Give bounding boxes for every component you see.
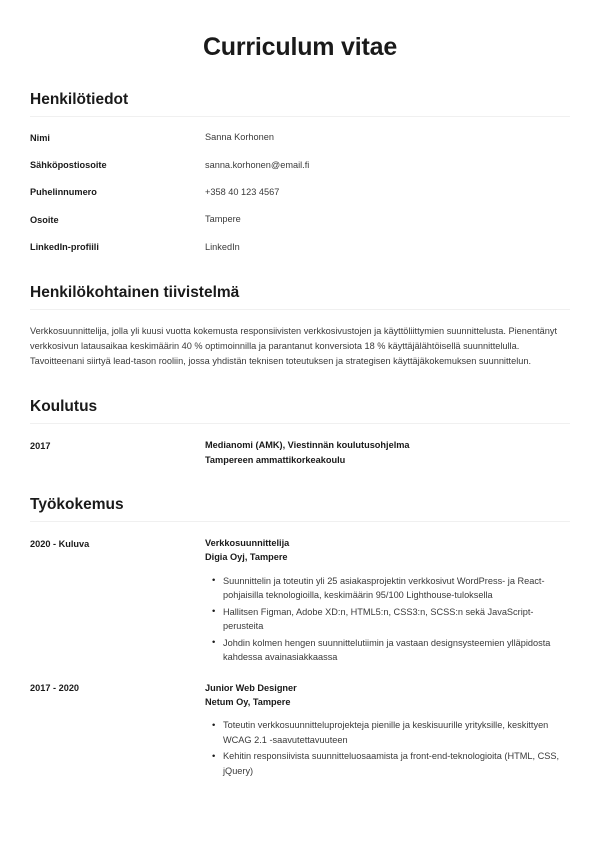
experience-entry xyxy=(30,681,570,779)
detail-row-address xyxy=(30,213,570,227)
experience-entry xyxy=(30,536,570,665)
education-entry-date: 2017 xyxy=(30,440,51,451)
section-heading-experience: Työkokemus xyxy=(30,495,124,513)
list-item: • Kehitin responsiivista suunnitteluosaamista ja front-end-teknologioita (HTML, CSS, jQuery) xyxy=(223,749,570,778)
list-item: • Toteutin verkkosuunnitteluprojekteja pienille ja keskisuurille yrityksille, keskittyen WCAG 2.1 -saavutettavuuteen xyxy=(223,718,570,747)
experience-entry-body xyxy=(205,681,570,779)
detail-value-phone: +358 40 123 4567 xyxy=(205,186,280,197)
detail-value-linkedin[interactable]: LinkedIn xyxy=(205,241,240,252)
section-divider xyxy=(30,116,570,117)
section-divider xyxy=(30,423,570,424)
list-item: • Hallitsen Figman, Adobe XD:n, HTML5:n, CSS3:n, SCSS:n sekä JavaScript-perusteita xyxy=(223,605,570,634)
experience-entry-employer: Netum Oy, Tampere xyxy=(205,697,291,708)
list-item: • Johdin kolmen hengen suunnittelutiimin ja vastaan designsysteemien ylläpidosta kahdessa avainasiakkaassa xyxy=(223,636,570,665)
detail-label-email: Sähköpostiosoite xyxy=(30,160,107,171)
experience-entry-bullets xyxy=(205,574,570,665)
section-education xyxy=(30,397,570,467)
section-experience xyxy=(30,495,570,779)
detail-label-address: Osoite xyxy=(30,214,59,225)
section-divider xyxy=(30,309,570,310)
detail-label-name: Nimi xyxy=(30,132,50,143)
detail-row-phone xyxy=(30,186,570,200)
education-entry-degree: Medianomi (AMK), Viestinnän koulutusohjelma xyxy=(205,440,410,451)
section-divider xyxy=(30,521,570,522)
detail-label-phone: Puhelinnumero xyxy=(30,187,97,198)
summary-text: Verkkosuunnittelija, jolla yli kuusi vuotta kokemusta responsiivisten verkkosivustojen ja käyttöliittymien suunnittelusta. Pienentänyt verkkosivun latausaikaa keskimäärin 40 % optimoinnilla ja parantanut konversiota 18 % käyttäjälähtöisellä suunnittelulla. Tavoitteenani siirtyä lead-tason rooliin, jossa yhdistän teknisen toteutuksen ja strategisen käyttäjäkokemuksen suunnittelun. xyxy=(30,326,558,367)
list-item: • Suunnittelin ja toteutin yli 25 asiakasprojektin verkkosivut WordPress- ja React-pohjaisilla teknologioilla, keskimäärin 95/100 Lighthouse-tuloksella xyxy=(223,574,570,603)
education-entry-institution: Tampereen ammattikorkeakoulu xyxy=(205,454,346,465)
experience-entry-role: Junior Web Designer xyxy=(205,682,297,693)
page-title: Curriculum vitae xyxy=(202,33,398,61)
section-summary xyxy=(30,283,570,369)
experience-entry-bullets xyxy=(205,718,570,778)
detail-row-name xyxy=(30,131,570,145)
detail-row-linkedin xyxy=(30,241,570,255)
detail-value-email: sanna.korhonen@email.fi xyxy=(205,159,310,170)
education-entry-body xyxy=(205,438,570,467)
section-heading-summary: Henkilökohtainen tiivistelmä xyxy=(30,283,240,301)
detail-value-address: Tampere xyxy=(205,214,241,225)
experience-entry-body xyxy=(205,536,570,665)
section-heading-education: Koulutus xyxy=(30,397,98,415)
section-personal-details xyxy=(30,90,570,255)
detail-row-email xyxy=(30,159,570,173)
experience-entry-employer: Digia Oyj, Tampere xyxy=(205,552,288,563)
detail-label-linkedin: LinkedIn-profiili xyxy=(30,242,99,253)
experience-entry-date: 2017 - 2020 xyxy=(30,683,80,694)
section-heading-personal-details: Henkilötiedot xyxy=(30,91,129,108)
detail-value-name: Sanna Korhonen xyxy=(205,132,274,143)
experience-entry-role: Verkkosuunnittelija xyxy=(205,538,290,549)
education-entry xyxy=(30,438,570,467)
experience-entry-date: 2020 - Kuluva xyxy=(30,538,90,549)
